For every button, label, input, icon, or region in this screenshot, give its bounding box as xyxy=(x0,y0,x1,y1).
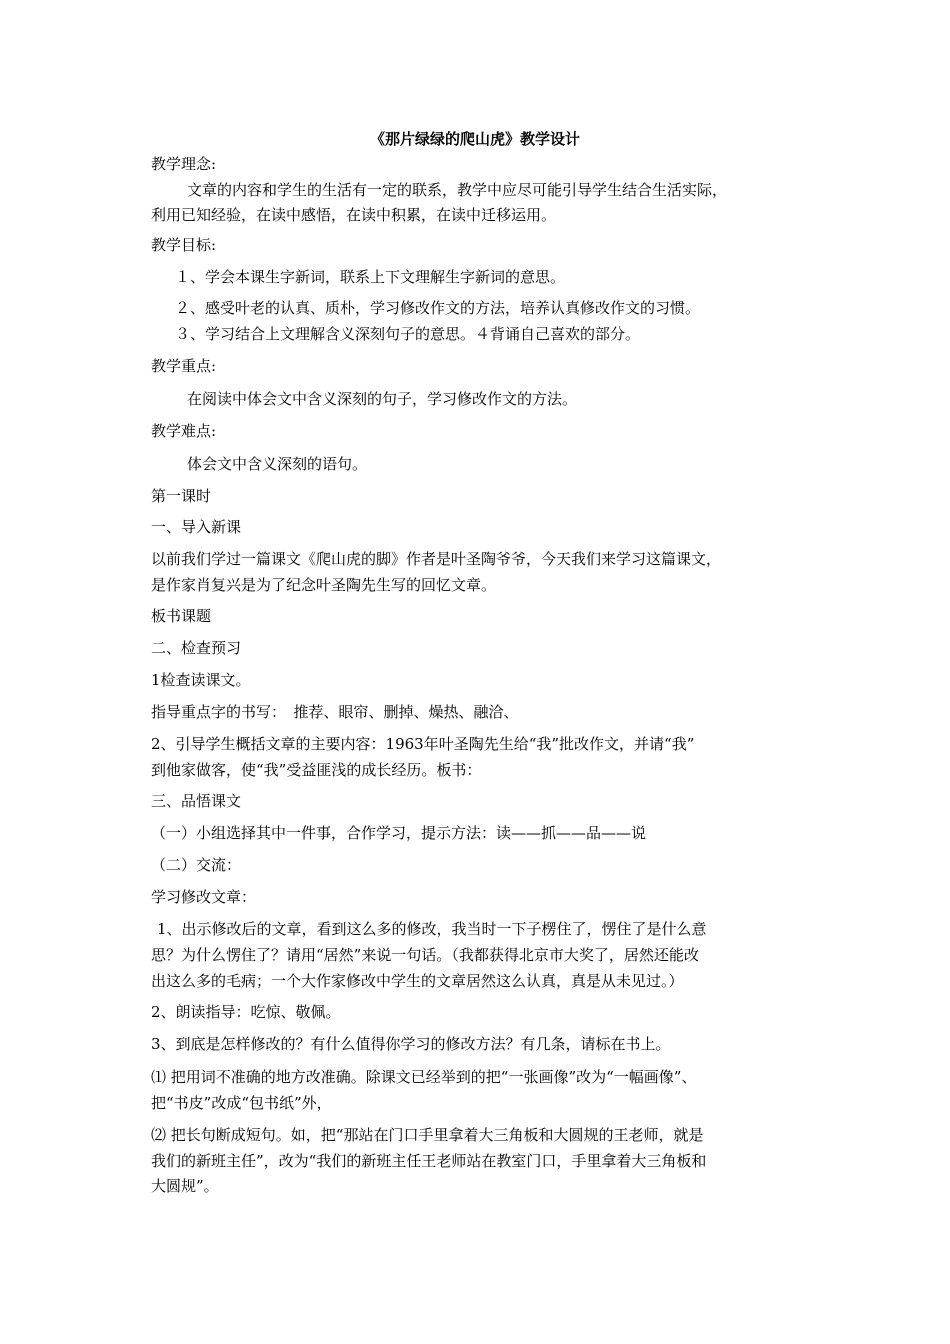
paragraph-line: 体会文中含义深刻的语句。 xyxy=(187,455,368,473)
paragraph-line: （二）交流： xyxy=(151,856,242,874)
section-heading: 一、导入新课 xyxy=(151,518,242,536)
paragraph-line: 我们的新班主任”，改为“我们的新班主任王老师站在教室门口，手里拿着大三角板和 xyxy=(151,1152,707,1170)
paragraph-line: 把“书皮”改成“包书纸”外， xyxy=(151,1094,332,1112)
heading-key-points: 教学重点: xyxy=(151,357,217,375)
heading-teaching-concept: 教学理念: xyxy=(151,155,217,173)
document-title: 《那片绿绿的爬山虎》教学设计 xyxy=(369,130,580,148)
paragraph-line: 到他家做客，使“我”受益匪浅的成长经历。板书： xyxy=(151,761,482,779)
paragraph-line: 2、引导学生概括文章的主要内容：1963年叶圣陶先生给“我”批改作文，并请“我” xyxy=(151,735,695,753)
paragraph-line: 文章的内容和学生的生活有一定的联系，教学中应尽可能引导学生结合生活实际， xyxy=(187,181,728,199)
paragraph-line: 出这么多的毛病；一个大作家修改中学生的文章居然这么认真，真是从未见过。） xyxy=(151,972,684,990)
paragraph-line: 在阅读中体会文中含义深刻的句子，学习修改作文的方法。 xyxy=(187,390,578,408)
paragraph-line: 指导重点字的书写： 推荐、眼帘、删掉、燥热、融洽、 xyxy=(151,703,519,721)
paragraph-line: （一）小组选择其中一件事，合作学习，提示方法：读——抓——品——说 xyxy=(151,824,647,842)
paragraph-line: ⑵ 把长句断成短句。如，把“那站在门口手里拿着大三角板和大圆规的王老师，就是 xyxy=(151,1126,704,1144)
paragraph-line: 是作家肖复兴是为了纪念叶圣陶先生写的回忆文章。 xyxy=(151,576,497,594)
heading-difficult-points: 教学难点: xyxy=(151,422,217,440)
paragraph-line: 1、出示修改后的文章，看到这么多的修改，我当时一下子楞住了，愣住了是什么意 xyxy=(157,920,707,938)
paragraph-line: 1检查读课文。 xyxy=(151,671,251,689)
heading-first-lesson: 第一课时 xyxy=(151,487,212,505)
paragraph-line: 2、朗读指导：吃惊、敬佩。 xyxy=(151,1003,341,1021)
paragraph-line: ⑴ 把用词不准确的地方改准确。除课文已经举到的把“一张画像”改为“一幅画像”、 xyxy=(151,1068,697,1086)
paragraph-line: 大圆规”。 xyxy=(151,1177,219,1195)
heading-teaching-goals: 教学目标: xyxy=(151,236,217,254)
paragraph-line: 以前我们学过一篇课文《爬山虎的脚》作者是叶圣陶爷爷，今天我们来学习这篇课文， xyxy=(151,550,722,568)
paragraph-line: 学习修改文章： xyxy=(151,888,257,906)
paragraph-line: 3、到底是怎样修改的？有什么值得你学习的修改方法？有几条，请标在书上。 xyxy=(151,1035,671,1053)
section-heading: 二、检查预习 xyxy=(151,639,242,657)
paragraph-line: 思？为什么愣住了？请用“居然”来说一句话。（我都获得北京市大奖了，居然还能改 xyxy=(151,946,699,964)
paragraph-line: 利用已知经验，在读中感悟，在读中积累，在读中迁移运用。 xyxy=(151,206,557,224)
goal-item-2: ２、感受叶老的认真、质朴，学习修改作文的方法，培养认真修改作文的习惯。 xyxy=(175,299,701,317)
goal-item-1: １、学会本课生字新词，联系上下文理解生字新词的意思。 xyxy=(175,268,566,286)
paragraph-line: 板书课题 xyxy=(151,607,212,625)
goal-item-3: ３、学习结合上文理解含义深刻句子的意思。４背诵自己喜欢的部分。 xyxy=(175,325,641,343)
section-heading: 三、品悟课文 xyxy=(151,792,242,810)
